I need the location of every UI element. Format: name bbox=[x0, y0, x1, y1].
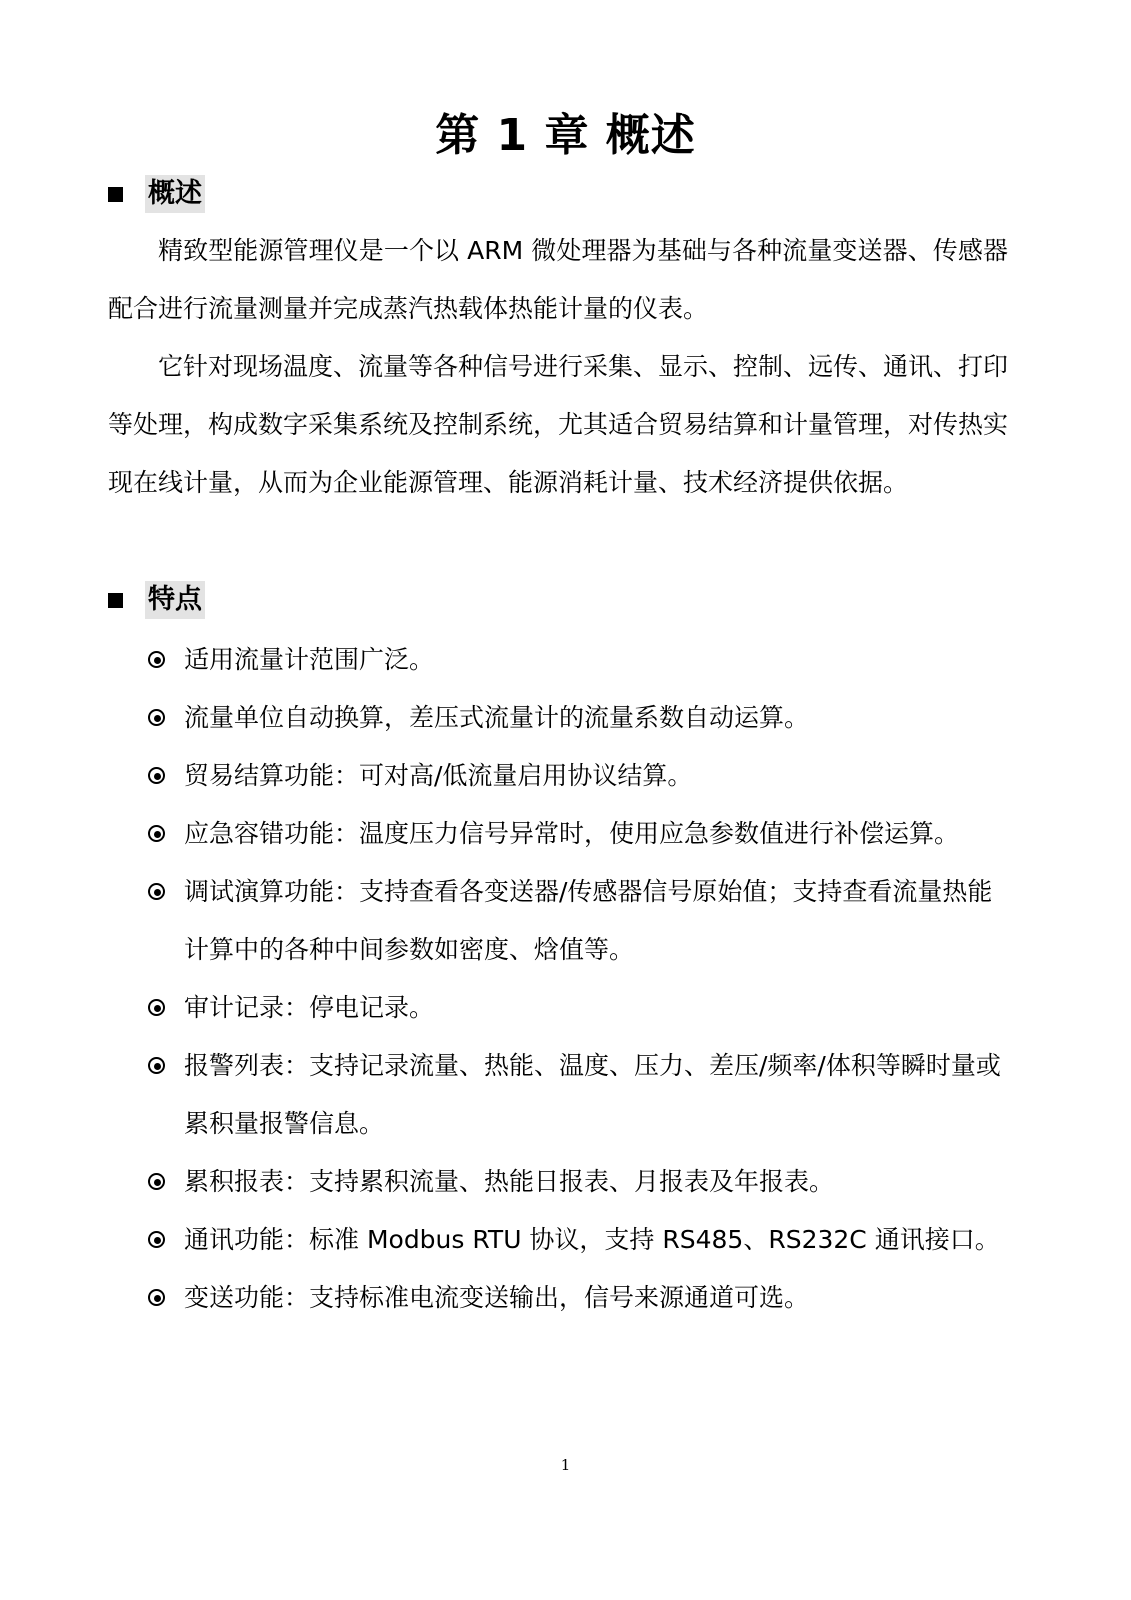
list-item bbox=[146, 1211, 1016, 1269]
circle-dot-bullet-icon bbox=[146, 631, 184, 689]
circle-dot-bullet-icon bbox=[146, 747, 184, 805]
section-label-features: 特点 bbox=[145, 581, 205, 619]
feature-text: 应急容错功能：温度压力信号异常时，使用应急参数值进行补偿运算。 bbox=[184, 819, 960, 848]
feature-text: 通讯功能：标准 Modbus RTU 协议，支持 RS485、RS232C 通讯接口。 bbox=[184, 1225, 1000, 1254]
feature-text: 报警列表：支持记录流量、热能、温度、压力、差压/频率/体积等瞬时量或累积量报警信息。 bbox=[184, 1051, 1001, 1138]
list-item bbox=[146, 747, 1016, 805]
section-heading-features bbox=[108, 580, 205, 620]
overview-paragraph-2: 它针对现场温度、流量等各种信号进行采集、显示、控制、远传、通讯、打印等处理，构成数字采集系统及控制系统，尤其适合贸易结算和计量管理，对传热实现在线计量，从而为企业能源管理、能源消耗计量、技术经济提供依据。 bbox=[108, 352, 1009, 497]
feature-text: 变送功能：支持标准电流变送输出，信号来源通道可选。 bbox=[184, 1283, 810, 1312]
circle-dot-bullet-icon bbox=[146, 689, 184, 747]
list-item bbox=[146, 631, 1016, 689]
feature-text: 审计记录：停电记录。 bbox=[184, 993, 435, 1022]
feature-text: 调试演算功能：支持查看各变送器/传感器信号原始值；支持查看流量热能计算中的各种中间参数如密度、焓值等。 bbox=[184, 877, 993, 964]
list-item bbox=[146, 979, 1016, 1037]
feature-text: 流量单位自动换算，差压式流量计的流量系数自动运算。 bbox=[184, 703, 810, 732]
feature-text: 适用流量计范围广泛。 bbox=[184, 645, 435, 674]
overview-paragraph-1: 精致型能源管理仪是一个以 ARM 微处理器为基础与各种流量变送器、传感器配合进行流量测量并完成蒸汽热载体热能计量的仪表。 bbox=[108, 236, 1008, 323]
list-item bbox=[146, 863, 1016, 979]
list-item bbox=[146, 805, 1016, 863]
circle-dot-bullet-icon bbox=[146, 1211, 184, 1269]
page-number: 1 bbox=[560, 1456, 571, 1474]
circle-dot-bullet-icon bbox=[146, 979, 184, 1037]
list-item bbox=[146, 1037, 1016, 1153]
feature-text: 累积报表：支持累积流量、热能日报表、月报表及年报表。 bbox=[184, 1167, 835, 1196]
square-bullet-icon bbox=[108, 593, 123, 608]
square-bullet-icon bbox=[108, 187, 123, 202]
circle-dot-bullet-icon bbox=[146, 1269, 184, 1327]
circle-dot-bullet-icon bbox=[146, 1037, 184, 1095]
feature-text: 贸易结算功能：可对高/低流量启用协议结算。 bbox=[184, 761, 693, 790]
list-item bbox=[146, 1153, 1016, 1211]
list-item bbox=[146, 689, 1016, 747]
circle-dot-bullet-icon bbox=[146, 1153, 184, 1211]
section-heading-overview bbox=[108, 174, 205, 214]
circle-dot-bullet-icon bbox=[146, 863, 184, 921]
chapter-title: 第 1 章 概述 bbox=[435, 110, 696, 161]
circle-dot-bullet-icon bbox=[146, 805, 184, 863]
list-item bbox=[146, 1269, 1016, 1327]
section-label-overview: 概述 bbox=[145, 175, 205, 213]
features-list bbox=[146, 631, 1016, 1327]
